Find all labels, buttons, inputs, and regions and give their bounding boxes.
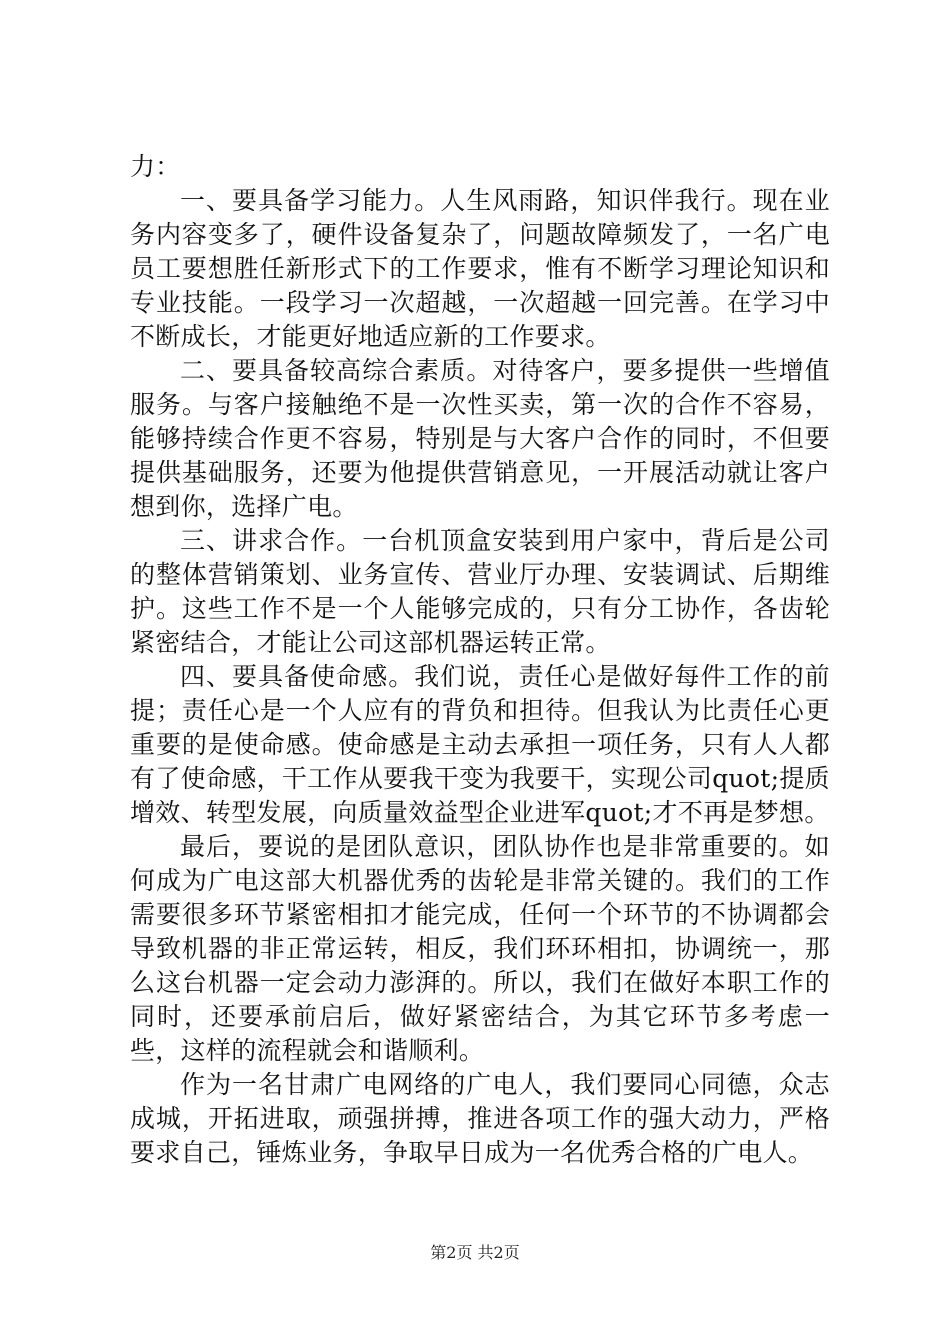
document-body xyxy=(130,150,830,1170)
page-number-footer: 第2页 共2页 xyxy=(430,1243,520,1262)
paragraph-conclusion: 作为一名甘肃广电网络的广电人，我们要同心同德，众志成城，开拓进取，顽强拼搏，推进各项工作的强大动力，严格要求自己，锤炼业务，争取早日成为一名优秀合格的广电人。 xyxy=(130,1070,830,1167)
paragraph-sense-of-mission: 四、要具备使命感。我们说，责任心是做好每件工作的前提；责任心是一个人应有的背负和担待。但我认为比责任心更重要的是使命感。使命感是主动去承担一项任务，只有人人都有了使命感，干工作从要我干变为我要干，实现公司quot;提质增效、转型发展，向质量效益型企业进军quot;才不再是梦想。 xyxy=(130,662,830,827)
paragraph-cooperation: 三、讲求合作。一台机顶盒安装到用户家中，背后是公司的整体营销策划、业务宣传、营业厅办理、安装调试、后期维护。这些工作不是一个人能够完成的，只有分工协作，各齿轮紧密结合，才能让公司这部机器运转正常。 xyxy=(130,526,830,657)
paragraph-continuation: 力： xyxy=(130,152,181,181)
paragraph-comprehensive-quality: 二、要具备较高综合素质。对待客户，要多提供一些增值服务。与客户接触绝不是一次性买卖，第一次的合作不容易，能够持续合作更不容易，特别是与大客户合作的同时，不但要提供基础服务，还要为他提供营销意见，一开展活动就让客户想到你，选择广电。 xyxy=(130,356,830,521)
paragraph-team-awareness: 最后，要说的是团队意识，团队协作也是非常重要的。如何成为广电这部大机器优秀的齿轮是非常关键的。我们的工作需要很多环节紧密相扣才能完成，任何一个环节的不协调都会导致机器的非正常运转，相反，我们环环相扣，协调统一，那么这台机器一定会动力澎湃的。所以，我们在做好本职工作的同时，还要承前启后，做好紧密结合，为其它环节多考虑一些，这样的流程就会和谐顺利。 xyxy=(130,832,830,1065)
paragraph-learning-ability: 一、要具备学习能力。人生风雨路，知识伴我行。现在业务内容变多了，硬件设备复杂了，问题故障频发了，一名广电员工要想胜任新形式下的工作要求，惟有不断学习理论知识和专业技能。一段学习一次超越，一次超越一回完善。在学习中不断成长，才能更好地适应新的工作要求。 xyxy=(130,186,830,351)
